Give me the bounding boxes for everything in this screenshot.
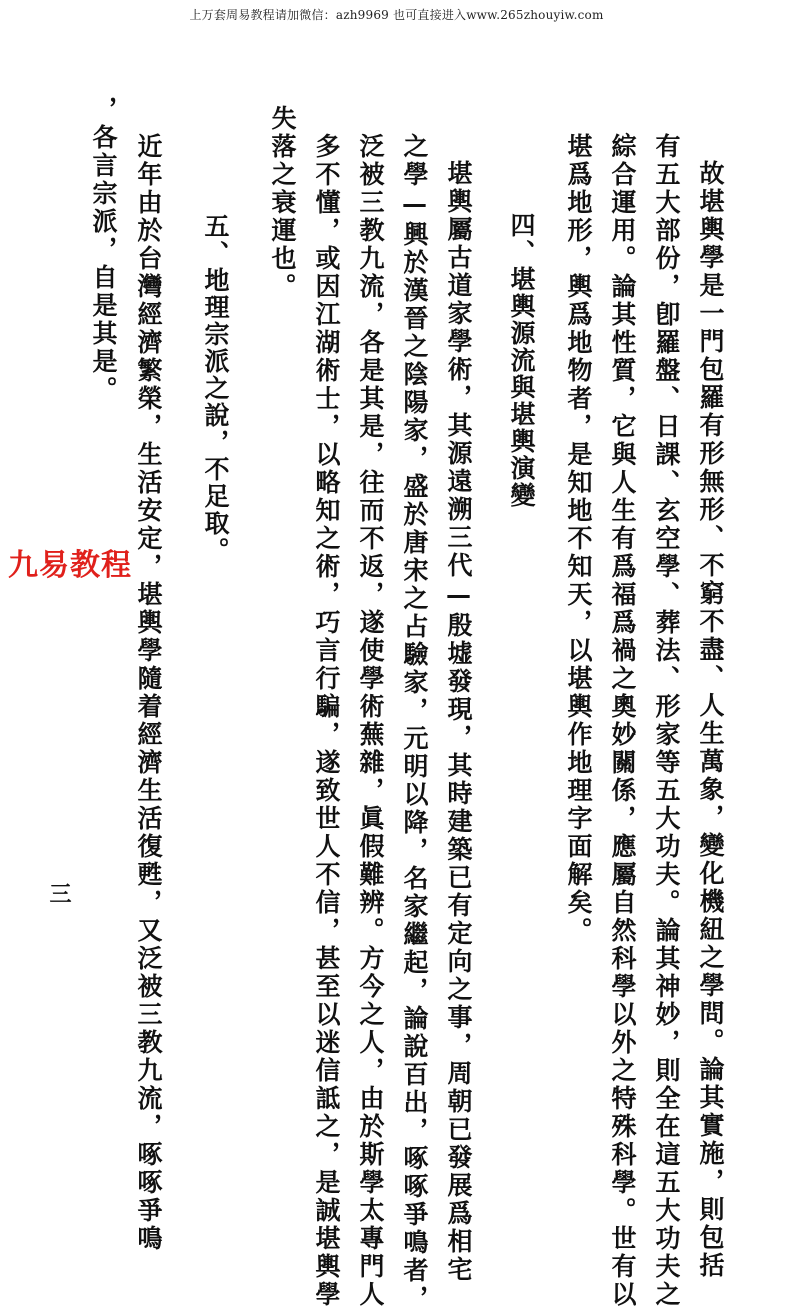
text-column-4: 堪爲地形，輿爲地物者，是知地不知天，以堪輿作地理字面解矣。 bbox=[564, 133, 593, 945]
text-column-13: ，各言宗派，自是其是。 bbox=[89, 96, 118, 404]
text-column-2: 有五大部份，卽羅盤、日課、玄空學、葬法、形家等五大功夫。論其神妙，則全在這五大功夫之 bbox=[652, 133, 681, 1309]
text-column-3: 綜合運用。論其性質，它與人生有爲福爲禍之奧妙關係，應屬自然科學以外之特殊科學。世有以 bbox=[608, 133, 637, 1309]
page-number: 三 bbox=[46, 882, 72, 904]
text-column-1: 故堪輿學是一門包羅有形無形、不窮不盡、人生萬象，變化機紐之學問。論其實施，則包括 bbox=[696, 160, 725, 1280]
text-column-12: 近年由於台灣經濟繁榮，生活安定，堪輿學隨着經濟生活復甦，又泛被三教九流，啄啄爭鳴 bbox=[134, 133, 163, 1253]
section-heading-4: 四、堪輿源流與堪輿演變 bbox=[507, 212, 536, 509]
watermark-logo: 九易教程 bbox=[8, 548, 132, 583]
text-column-8: 泛被三教九流，各是其是，往而不返，遂使學術蕪雜，眞假難辨。方今之人，由於斯學太專門人 bbox=[356, 133, 385, 1309]
text-column-7: 之學—興於漢晉之陰陽家，盛於唐宋之占驗家，元明以降，名家繼起，論說百出，啄啄爭鳴者， bbox=[400, 133, 429, 1313]
page-header-ad: 上万套周易教程请加微信：azh9969 也可直接进入www.265zhouyiw.com bbox=[189, 8, 604, 22]
text-column-6: 堪輿屬古道家學術，其源遠溯三代—殷墟發現，其時建築已有定向之事，周朝已發展爲相宅 bbox=[444, 160, 473, 1284]
text-column-9: 多不懂，或因江湖術士，以略知之術，巧言行騙，遂致世人不信，甚至以迷信詆之，是誠堪輿學 bbox=[312, 133, 341, 1309]
section-heading-5: 五、地理宗派之說，不足取。 bbox=[201, 213, 230, 564]
text-column-10: 失落之衰運也。 bbox=[268, 105, 297, 301]
